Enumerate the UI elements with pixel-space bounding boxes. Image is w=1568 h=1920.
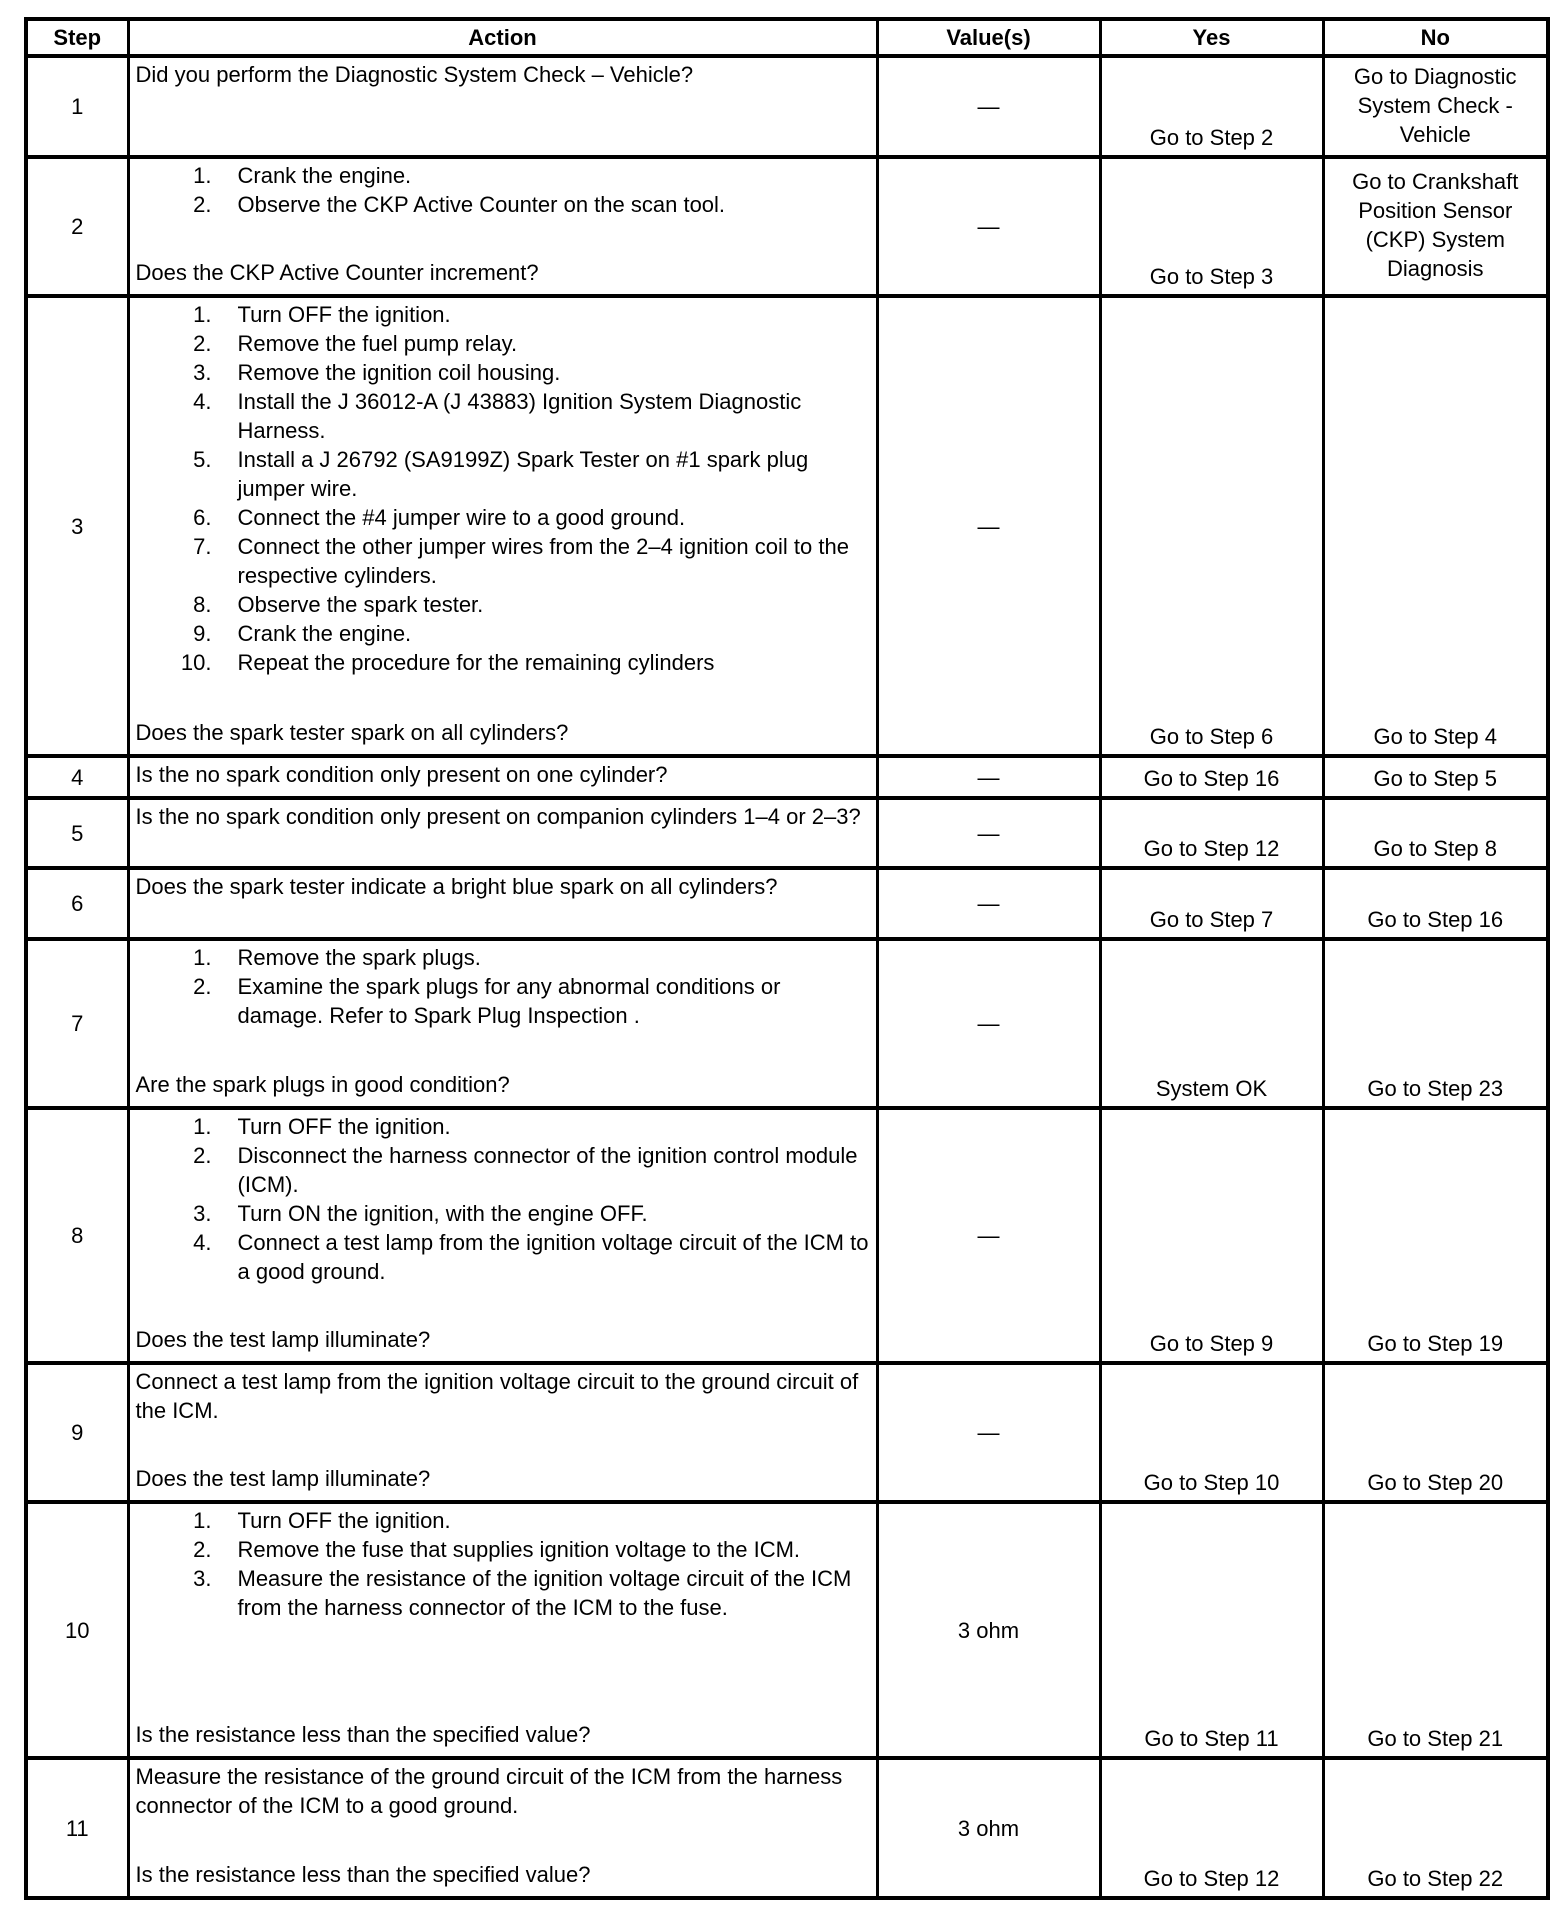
action-step-text: Remove the fuel pump relay. <box>237 331 518 356</box>
action-step-number: 2. <box>193 192 212 217</box>
action-step-number: 5. <box>193 447 212 472</box>
action-step-item <box>136 161 872 190</box>
action-question: Does the spark tester spark on all cylinders? <box>135 720 569 745</box>
action-cell <box>128 1758 877 1898</box>
action-step-text: Disconnect the harness connector of the ignition control module (ICM). <box>237 1143 858 1197</box>
action-top <box>136 1367 872 1425</box>
action-step-number: 9. <box>193 621 212 646</box>
table-row <box>26 1502 1548 1758</box>
action-text: Is the no spark condition only present on one cylinder? <box>135 762 668 787</box>
action-content <box>136 300 872 747</box>
action-step-number: 3. <box>193 360 212 385</box>
action-step-item <box>136 300 872 329</box>
action-step-number: 1. <box>193 163 212 188</box>
action-step-text: Measure the resistance of the ignition voltage circuit of the ICM from the harness connector of the ICM to the fuse. <box>237 1566 852 1620</box>
no-result: Go to Step 4 <box>1323 296 1548 756</box>
no-result: Go to Step 5 <box>1323 756 1548 798</box>
action-text: Does the spark tester indicate a bright blue spark on all cylinders? <box>135 874 778 899</box>
action-text: Measure the resistance of the ground circuit of the ICM from the harness connector of the ICM to a good ground. <box>135 1764 843 1818</box>
step-number: 6 <box>26 868 128 939</box>
header-row <box>26 19 1548 56</box>
action-step-text: Turn OFF the ignition. <box>237 1508 451 1533</box>
action-cell <box>128 157 877 296</box>
no-result: Go to Step 8 <box>1323 798 1548 868</box>
no-result: Go to Step 16 <box>1323 868 1548 939</box>
value-cell: — <box>877 756 1100 798</box>
no-result: Go to Step 19 <box>1323 1108 1548 1363</box>
action-step-text: Repeat the procedure for the remaining cylinders <box>237 650 715 675</box>
action-step-item <box>136 503 872 532</box>
no-result: Go to Step 20 <box>1323 1363 1548 1502</box>
value-cell: — <box>877 296 1100 756</box>
action-question: Is the resistance less than the specified value? <box>135 1862 591 1887</box>
action-step-item <box>136 590 872 619</box>
action-step-number: 7. <box>193 534 212 559</box>
action-step-number: 2. <box>193 974 212 999</box>
action-step-number: 2. <box>193 1143 212 1168</box>
step-number: 7 <box>26 939 128 1108</box>
step-number: 5 <box>26 798 128 868</box>
action-cell <box>128 868 877 939</box>
action-question: Does the test lamp illuminate? <box>135 1327 431 1352</box>
table-row <box>26 1363 1548 1502</box>
action-content <box>136 1112 872 1354</box>
action-step-number: 3. <box>193 1566 212 1591</box>
action-step-text: Turn OFF the ignition. <box>237 1114 451 1139</box>
action-steps-list <box>136 943 872 1030</box>
no-result: Go to Step 21 <box>1323 1502 1548 1758</box>
action-step-text: Remove the ignition coil housing. <box>237 360 561 385</box>
table-row <box>26 939 1548 1108</box>
action-step-item <box>136 972 872 1030</box>
action-content <box>136 1506 872 1749</box>
value-cell: 3 ohm <box>877 1502 1100 1758</box>
action-step-number: 8. <box>193 592 212 617</box>
diagnostic-table <box>24 17 1550 1900</box>
yes-result: Go to Step 7 <box>1100 868 1323 939</box>
no-result: Go to Step 23 <box>1323 939 1548 1108</box>
action-steps-list <box>136 1506 872 1622</box>
action-step-number: 1. <box>193 945 212 970</box>
action-content <box>136 802 872 859</box>
action-step-item <box>136 387 872 445</box>
step-number: 11 <box>26 1758 128 1898</box>
action-step-item <box>136 329 872 358</box>
step-number: 1 <box>26 56 128 157</box>
action-content <box>136 60 872 148</box>
action-cell <box>128 939 877 1108</box>
table-row <box>26 296 1548 756</box>
action-top <box>136 161 872 219</box>
yes-result: Go to Step 9 <box>1100 1108 1323 1363</box>
table-row <box>26 756 1548 798</box>
action-step-item <box>136 619 872 648</box>
action-step-number: 3. <box>193 1201 212 1226</box>
action-step-number: 1. <box>193 1114 212 1139</box>
header-yes: Yes <box>1100 19 1323 56</box>
header-step: Step <box>26 19 128 56</box>
action-step-text: Observe the CKP Active Counter on the scan tool. <box>237 192 726 217</box>
value-cell: — <box>877 868 1100 939</box>
action-step-item <box>136 532 872 590</box>
action-step-text: Observe the spark tester. <box>237 592 484 617</box>
action-text: Is the no spark condition only present on companion cylinders 1–4 or 2–3? <box>135 804 861 829</box>
action-step-number: 1. <box>193 302 212 327</box>
action-cell <box>128 798 877 868</box>
step-number: 2 <box>26 157 128 296</box>
action-top <box>136 802 872 831</box>
action-step-text: Install a J 26792 (SA9199Z) Spark Tester on #1 spark plug jumper wire. <box>237 447 809 501</box>
action-step-text: Crank the engine. <box>237 163 412 188</box>
action-step-text: Turn ON the ignition, with the engine OFF. <box>237 1201 648 1226</box>
action-top <box>136 760 872 789</box>
action-step-number: 2. <box>193 331 212 356</box>
action-cell <box>128 56 877 157</box>
action-cell <box>128 1108 877 1363</box>
action-step-text: Connect the other jumper wires from the 2–4 ignition coil to the respective cylinders. <box>237 534 849 588</box>
value-cell: 3 ohm <box>877 1758 1100 1898</box>
action-question: Are the spark plugs in good condition? <box>135 1072 510 1097</box>
no-result: Go to Step 22 <box>1323 1758 1548 1898</box>
action-top <box>136 1112 872 1286</box>
action-content <box>136 943 872 1099</box>
action-content <box>136 872 872 930</box>
action-step-item <box>136 1506 872 1535</box>
action-steps-list <box>136 300 872 677</box>
action-step-item <box>136 1535 872 1564</box>
action-step-item <box>136 648 872 677</box>
action-cell <box>128 296 877 756</box>
action-step-item <box>136 445 872 503</box>
step-number: 3 <box>26 296 128 756</box>
header-values: Value(s) <box>877 19 1100 56</box>
no-result: Go to Crankshaft Position Sensor (CKP) System Diagnosis <box>1323 157 1548 296</box>
value-cell: — <box>877 939 1100 1108</box>
no-result: Go to Diagnostic System Check - Vehicle <box>1323 56 1548 157</box>
yes-result: Go to Step 3 <box>1100 157 1323 296</box>
table-row <box>26 1108 1548 1363</box>
action-question: Is the resistance less than the specified value? <box>135 1722 591 1747</box>
action-step-text: Install the J 36012-A (J 43883) Ignition System Diagnostic Harness. <box>237 389 802 443</box>
action-step-number: 2. <box>193 1537 212 1562</box>
action-step-item <box>136 190 872 219</box>
step-number: 10 <box>26 1502 128 1758</box>
yes-result: Go to Step 10 <box>1100 1363 1323 1502</box>
table-row <box>26 157 1548 296</box>
action-top <box>136 60 872 89</box>
yes-result: Go to Step 11 <box>1100 1502 1323 1758</box>
action-cell <box>128 1502 877 1758</box>
action-step-number: 1. <box>193 1508 212 1533</box>
action-step-text: Connect the #4 jumper wire to a good ground. <box>237 505 686 530</box>
value-cell: — <box>877 56 1100 157</box>
step-number: 4 <box>26 756 128 798</box>
action-step-text: Remove the spark plugs. <box>237 945 481 970</box>
action-text: Connect a test lamp from the ignition voltage circuit to the ground circuit of the ICM. <box>135 1369 859 1423</box>
action-step-item <box>136 1141 872 1199</box>
yes-result: Go to Step 6 <box>1100 296 1323 756</box>
header-no: No <box>1323 19 1548 56</box>
action-step-text: Crank the engine. <box>237 621 412 646</box>
value-cell: — <box>877 157 1100 296</box>
table-row <box>26 56 1548 157</box>
value-cell: — <box>877 1363 1100 1502</box>
action-step-item <box>136 1228 872 1286</box>
action-step-item <box>136 1564 872 1622</box>
value-cell: — <box>877 1108 1100 1363</box>
value-cell: — <box>877 798 1100 868</box>
action-cell <box>128 1363 877 1502</box>
action-step-text: Connect a test lamp from the ignition voltage circuit of the ICM to a good ground. <box>237 1230 869 1284</box>
action-step-item <box>136 1199 872 1228</box>
action-text: Did you perform the Diagnostic System Check – Vehicle? <box>135 62 694 87</box>
table-row <box>26 798 1548 868</box>
action-content <box>136 760 872 789</box>
yes-result: Go to Step 12 <box>1100 798 1323 868</box>
yes-result: Go to Step 12 <box>1100 1758 1323 1898</box>
header-action: Action <box>128 19 877 56</box>
action-top <box>136 300 872 677</box>
table-row <box>26 868 1548 939</box>
action-steps-list <box>136 1112 872 1286</box>
action-top <box>136 1506 872 1622</box>
action-step-item <box>136 943 872 972</box>
action-step-text: Turn OFF the ignition. <box>237 302 451 327</box>
yes-result: System OK <box>1100 939 1323 1108</box>
action-step-item <box>136 358 872 387</box>
action-question: Does the CKP Active Counter increment? <box>135 260 539 285</box>
action-content <box>136 161 872 287</box>
action-step-text: Remove the fuse that supplies ignition voltage to the ICM. <box>237 1537 801 1562</box>
table-row <box>26 1758 1548 1898</box>
action-step-number: 10. <box>180 650 212 675</box>
action-step-number: 4. <box>193 1230 212 1255</box>
action-step-item <box>136 1112 872 1141</box>
step-number: 9 <box>26 1363 128 1502</box>
action-top <box>136 872 872 901</box>
action-step-number: 4. <box>193 389 212 414</box>
step-number: 8 <box>26 1108 128 1363</box>
action-top <box>136 1762 872 1820</box>
action-top <box>136 943 872 1030</box>
yes-result: Go to Step 2 <box>1100 56 1323 157</box>
action-step-text: Examine the spark plugs for any abnormal conditions or damage. Refer to Spark Plug Inspection . <box>237 974 781 1028</box>
action-steps-list <box>136 161 872 219</box>
action-question: Does the test lamp illuminate? <box>135 1466 431 1491</box>
action-content <box>136 1762 872 1889</box>
yes-result: Go to Step 16 <box>1100 756 1323 798</box>
action-cell <box>128 756 877 798</box>
action-content <box>136 1367 872 1493</box>
action-step-number: 6. <box>193 505 212 530</box>
